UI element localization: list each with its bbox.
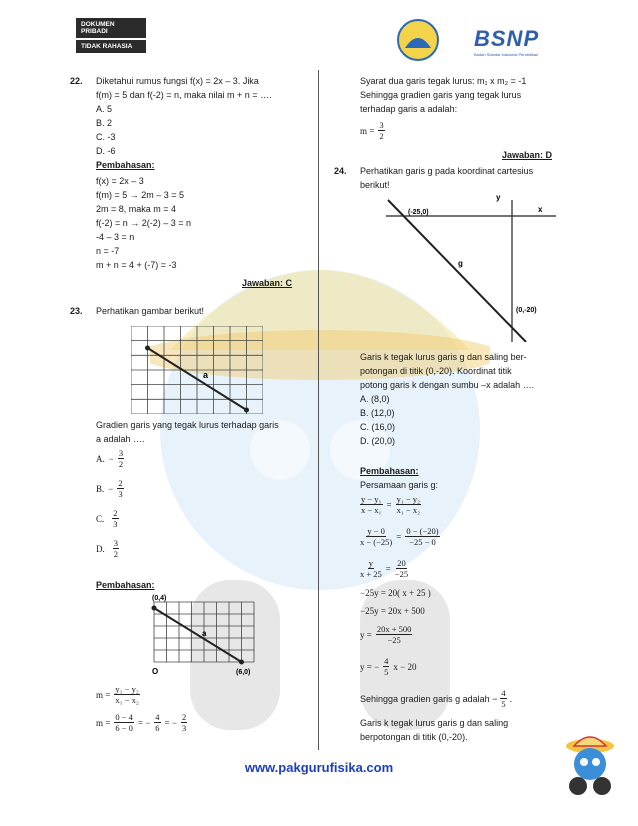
period: . bbox=[509, 693, 513, 704]
doc-badge-bottom: TIDAK RAHASIA bbox=[76, 40, 146, 53]
denominator: x + 25 bbox=[360, 569, 382, 579]
q24-question-2: potongan di titik (0,-20). Koordinat titik bbox=[360, 366, 512, 376]
q23-answer: Jawaban: D bbox=[502, 150, 553, 160]
numerator: 3 bbox=[118, 448, 124, 458]
denominator: 6 bbox=[155, 723, 160, 733]
q24-question-3: potong garis k dengan sumbu –x adalah …. bbox=[360, 380, 535, 390]
q24-eq6 bbox=[360, 624, 412, 645]
eq-prefix: y = bbox=[360, 629, 372, 640]
option-fraction bbox=[113, 538, 119, 559]
grid2-label-a: a bbox=[202, 629, 207, 638]
numerator: 20x + 500 bbox=[376, 624, 412, 634]
denominator: 3 bbox=[181, 723, 187, 733]
doc-badge-top: DOKUMEN PRIBADI bbox=[76, 18, 146, 38]
syarat-line-3: terhadap garis a adalah: bbox=[360, 104, 458, 114]
q23-gradient-formula bbox=[96, 684, 140, 705]
gradien-text: Sehingga gradien garis g adalah − bbox=[360, 693, 498, 704]
q24-eq3 bbox=[360, 558, 408, 579]
q22-line-2: f(m) = 5 dan f(-2) = n, maka nilai m + n = …. bbox=[96, 90, 272, 100]
numerator: 2 bbox=[113, 508, 118, 518]
fraction bbox=[396, 494, 421, 515]
numerator: 3 bbox=[379, 120, 384, 130]
q24-eq2 bbox=[360, 526, 440, 547]
denominator: −25 bbox=[394, 569, 409, 579]
denominator: 5 bbox=[384, 667, 389, 677]
numerator: 0 − (−20) bbox=[406, 526, 439, 536]
q23-option-c bbox=[96, 508, 119, 529]
q23-solution-grid bbox=[140, 592, 270, 678]
fraction bbox=[383, 656, 389, 677]
denominator: x₁ − x₂ bbox=[396, 505, 421, 515]
numerator: 3 bbox=[113, 538, 118, 548]
q24-option-d: D. (20,0) bbox=[360, 436, 396, 446]
numerator: y − 0 bbox=[367, 526, 385, 536]
q24-cartesian-figure bbox=[366, 192, 556, 342]
q23-grid-label: a bbox=[203, 370, 209, 380]
q22-line-1: Diketahui rumus fungsi f(x) = 2x – 3. Jika bbox=[96, 76, 259, 86]
syarat-line-1: Syarat dua garis tegak lurus: m₁ x m₂ = -1 bbox=[360, 76, 527, 86]
numerator: y₁ − y₂ bbox=[115, 684, 139, 694]
q22-answer: Jawaban: C bbox=[242, 278, 293, 288]
column-divider bbox=[318, 70, 319, 750]
denominator: x − x₁ bbox=[361, 505, 382, 515]
q22-step: m + n = 4 + (-7) = -3 bbox=[96, 260, 177, 270]
denominator: x₁ − x₂ bbox=[115, 695, 139, 705]
option-fraction bbox=[117, 478, 123, 499]
q24-option-c: C. (16,0) bbox=[360, 422, 396, 432]
q22-option-b: B. 2 bbox=[96, 118, 113, 128]
grid2-label-o: O bbox=[152, 667, 159, 676]
fraction bbox=[376, 624, 413, 645]
numerator: 0 − 4 bbox=[115, 712, 133, 722]
q22-step: f(m) = 5 → 2m – 3 = 5 bbox=[96, 190, 185, 200]
equals-sign: = bbox=[386, 499, 392, 510]
q22-option-d: D. -6 bbox=[96, 146, 116, 156]
q24-pembahasan: Pembahasan: bbox=[360, 466, 419, 476]
q22-step: -4 – 3 = n bbox=[96, 232, 135, 242]
q22-step: n = -7 bbox=[96, 246, 120, 256]
right-m-formula bbox=[360, 120, 385, 141]
fraction bbox=[360, 494, 383, 515]
calc-fraction bbox=[154, 712, 160, 733]
q24-option-a: A. (8,0) bbox=[360, 394, 390, 404]
fig-point-2: (0,-20) bbox=[516, 307, 537, 314]
q23-gradient-calc bbox=[96, 712, 187, 733]
q22-step: f(x) = 2x – 3 bbox=[96, 176, 144, 186]
q22-option-c: C. -3 bbox=[96, 132, 116, 142]
denominator: −25 − 0 bbox=[409, 537, 436, 547]
fraction bbox=[360, 526, 392, 547]
q23-option-d bbox=[96, 538, 119, 559]
eq-suffix: x − 20 bbox=[393, 661, 417, 672]
denominator: 6 − 0 bbox=[115, 723, 133, 733]
q23-option-a bbox=[96, 448, 124, 469]
option-letter: B. bbox=[96, 483, 105, 494]
q23-grid-figure bbox=[131, 326, 263, 414]
grid2-label-top: (0,4) bbox=[152, 595, 167, 602]
fig-y-label: y bbox=[496, 193, 501, 202]
q22-step: 2m = 8, maka m = 4 bbox=[96, 204, 177, 214]
q24-prompt-1: Perhatikan garis g pada koordinat cartesius bbox=[360, 166, 534, 176]
footer-website: www.pakgurufisika.com bbox=[244, 760, 394, 775]
denominator: 5 bbox=[501, 699, 506, 709]
q24-number: 24. bbox=[334, 166, 347, 176]
q24-closing-1: Garis k tegak lurus garis g dan saling bbox=[360, 718, 509, 728]
fraction bbox=[500, 688, 506, 709]
ministry-logo-icon bbox=[393, 18, 443, 62]
denominator: 2 bbox=[113, 549, 118, 559]
equals-sign: = bbox=[396, 531, 402, 542]
q23-question-1: Gradien garis yang tegak lurus terhadap garis bbox=[96, 420, 279, 430]
q23-question-2: a adalah …. bbox=[96, 434, 145, 444]
calc-fraction bbox=[114, 712, 134, 733]
q23-prompt: Perhatikan gambar berikut! bbox=[96, 306, 205, 316]
q24-option-b: B. (12,0) bbox=[360, 408, 395, 418]
q24-eq1 bbox=[360, 494, 421, 515]
fig-point-1: (-25,0) bbox=[408, 209, 429, 216]
numerator: 4 bbox=[501, 688, 506, 698]
q22-pembahasan: Pembahasan: bbox=[96, 160, 155, 170]
equals-sign: = bbox=[385, 563, 391, 574]
fraction bbox=[405, 526, 439, 547]
q24-eq4: −25y = 20( x + 25 ) bbox=[360, 588, 431, 598]
bsnp-logo: BSNP bbox=[474, 26, 540, 51]
syarat-line-2: Sehingga gradien garis yang tegak lurus bbox=[360, 90, 522, 100]
numerator: 4 bbox=[384, 656, 389, 666]
fig-g-label: g bbox=[458, 259, 463, 268]
m-label: m = bbox=[96, 689, 111, 700]
denominator: 2 bbox=[118, 459, 124, 469]
denominator: x − (−25) bbox=[360, 537, 393, 547]
q22-option-a: A. 5 bbox=[96, 104, 113, 114]
bsnp-subtitle: Badan Standar Nasional Pendidikan bbox=[474, 52, 539, 57]
grid2-label-right: (6,0) bbox=[236, 669, 251, 676]
calc-fraction bbox=[181, 712, 187, 733]
numerator: y₁ − y₂ bbox=[396, 494, 421, 504]
q24-prompt-2: berikut! bbox=[360, 180, 390, 190]
q24-eq5: −25y = 20x + 500 bbox=[360, 606, 425, 616]
option-fraction bbox=[118, 448, 124, 469]
denominator: 3 bbox=[118, 489, 123, 499]
q24-eq7 bbox=[360, 656, 416, 677]
m-label: m = bbox=[96, 717, 111, 728]
option-letter: A. bbox=[96, 453, 105, 464]
q23-option-b bbox=[96, 478, 124, 499]
fraction bbox=[395, 558, 408, 579]
option-letter: D. bbox=[96, 543, 105, 554]
numerator: 2 bbox=[181, 712, 187, 722]
m-label: m = bbox=[360, 125, 375, 136]
equals: = − bbox=[164, 717, 177, 728]
m-fraction bbox=[378, 120, 384, 141]
fraction bbox=[360, 558, 382, 579]
q23-number: 23. bbox=[70, 306, 83, 316]
option-sign: − bbox=[108, 453, 114, 464]
denominator: 3 bbox=[113, 519, 118, 529]
numerator: y bbox=[368, 558, 374, 568]
q24-closing-2: berpotongan di titik (0,-20). bbox=[360, 732, 468, 742]
numerator: y − y₁ bbox=[361, 494, 382, 504]
numerator: 4 bbox=[155, 712, 160, 722]
q24-persamaan: Persamaan garis g: bbox=[360, 480, 439, 490]
denominator: 2 bbox=[379, 131, 384, 141]
q24-question-1: Garis k tegak lurus garis g dan saling ber- bbox=[360, 352, 527, 362]
q22-step: f(-2) = n → 2(-2) – 3 = n bbox=[96, 218, 192, 228]
option-sign: − bbox=[108, 483, 114, 494]
denominator: −25 bbox=[387, 635, 401, 645]
option-fraction bbox=[112, 508, 118, 529]
q23-pembahasan: Pembahasan: bbox=[96, 580, 155, 590]
q24-gradien bbox=[360, 688, 512, 709]
numerator: 2 bbox=[118, 478, 123, 488]
q22-number: 22. bbox=[70, 76, 83, 86]
eq-prefix: y = − bbox=[360, 661, 380, 672]
equals: = − bbox=[137, 717, 151, 728]
numerator: 20 bbox=[397, 558, 406, 568]
gradient-fraction bbox=[114, 684, 139, 705]
option-letter: C. bbox=[96, 513, 105, 524]
fig-x-label: x bbox=[538, 205, 543, 214]
